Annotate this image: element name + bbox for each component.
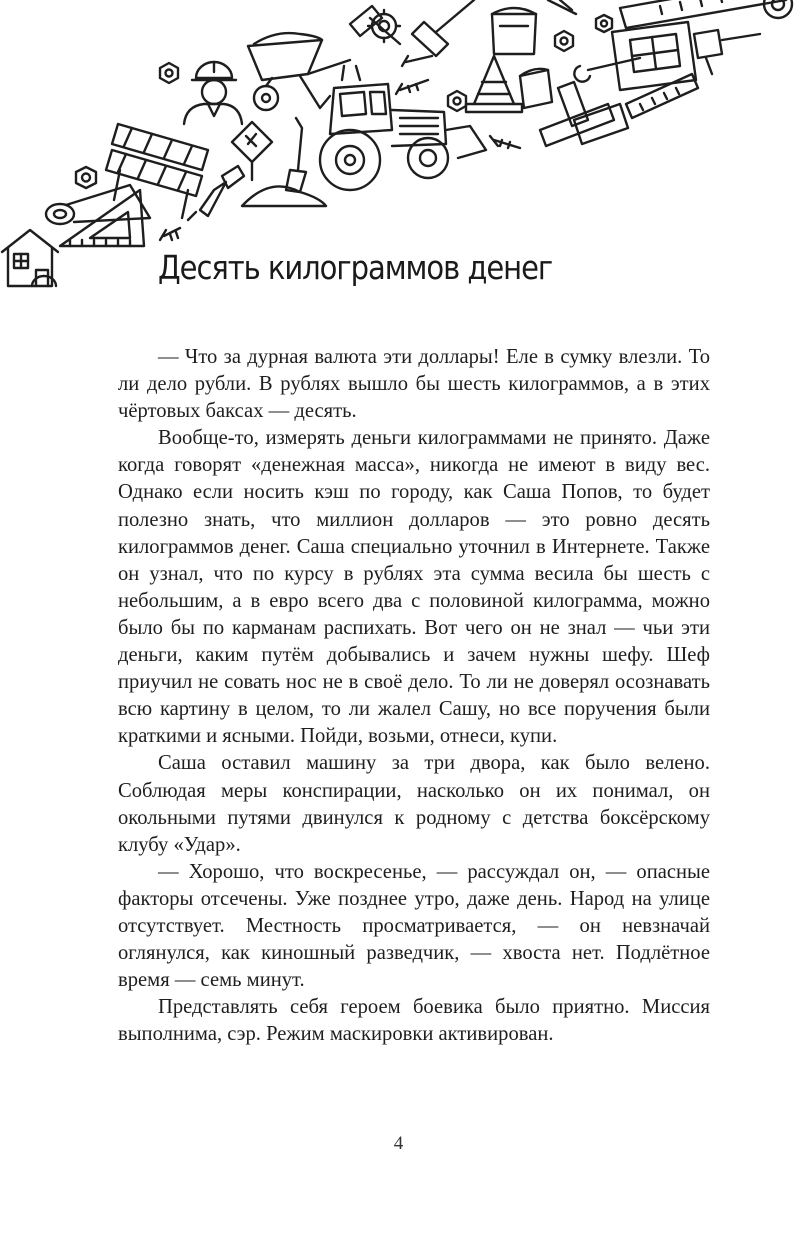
hammer-icon xyxy=(350,0,474,56)
wheelbarrow-icon xyxy=(248,33,350,110)
paint-bucket-icon xyxy=(492,8,536,54)
paint-roller-icon xyxy=(540,82,628,146)
shovel-icon xyxy=(242,118,326,206)
nut-icon xyxy=(596,15,612,32)
screw-icon xyxy=(396,80,428,94)
pliers-icon xyxy=(548,0,576,14)
chapter-title: Десять килограммов денег xyxy=(158,248,553,287)
paragraph: — Хорошо, что воскресенье, — рассуждал он, — опасные факторы отсечены. Уже позднее утро, даже день. Народ на улице отсутствует. Местность просматривается, — он невзначай оглянулся, как киношный разведчик, — хвоста нет. Подлётное время — семь минут. xyxy=(118,860,710,992)
page-number: 4 xyxy=(393,1133,404,1154)
house-icon xyxy=(2,230,58,286)
screw-icon xyxy=(490,136,520,148)
screw-icon xyxy=(402,56,432,66)
tape-measure-icon xyxy=(620,0,792,28)
floor-plan-icon xyxy=(612,22,696,90)
paragraph: Саша оставил машину за три двора, как было велено. Соблюдая меры конспирации, насколько он их понимал, он окольными путями двинулся к родному с детства боксёрскому клубу «Удар». xyxy=(118,752,710,856)
nut-icon xyxy=(555,31,573,51)
bucket-icon xyxy=(520,69,552,108)
sign-icon xyxy=(232,122,272,180)
chapter-body xyxy=(118,344,710,1048)
traffic-cone-icon xyxy=(466,56,522,112)
worker-icon xyxy=(184,62,242,124)
nut-icon xyxy=(76,167,96,188)
paragraph: — Что за дурная валюта эти доллары! Еле в сумку влезли. То ли дело рубли. В рублях вышло бы шесть килограммов, а в этих чёртовых баксах — десять. xyxy=(118,346,710,423)
mallet-icon xyxy=(694,30,760,74)
screw-icon xyxy=(160,228,180,240)
paragraph: Вообще-то, измерять деньги килограммами не принято. Даже когда говорят «денежная масса», никогда не имеют в виду вес. Однако если носить кэш по городу, как Саша Попов, то будет полезно знать, что миллион долларов — это ровно десять килограммов денег. Саша специально уточнил в Интернете. Также он узнал, что по курсу в рублях эта сумма весила бы шесть с небольшим, а в евро всего два с половиной килограмма, можно было бы по карманам распихать. Вот чего он не знал — чьи эти деньги, каким путём добывались и зачем нужны шефу. Шеф приучил не совать нос не в своё дело. То ли не доверял осознавать всю картину в целом, то ли жалел Сашу, но все поручения были краткими и ясными. Пойди, возьми, отнеси, купи. xyxy=(118,427,710,748)
gear-icon xyxy=(368,10,400,42)
nut-icon xyxy=(448,91,466,111)
nut-icon xyxy=(160,63,178,83)
paragraph: Представлять себя героем боевика было приятно. Миссия выполнима, сэр. Режим маскировки активирован. xyxy=(118,996,710,1046)
wrench-icon xyxy=(574,58,640,82)
